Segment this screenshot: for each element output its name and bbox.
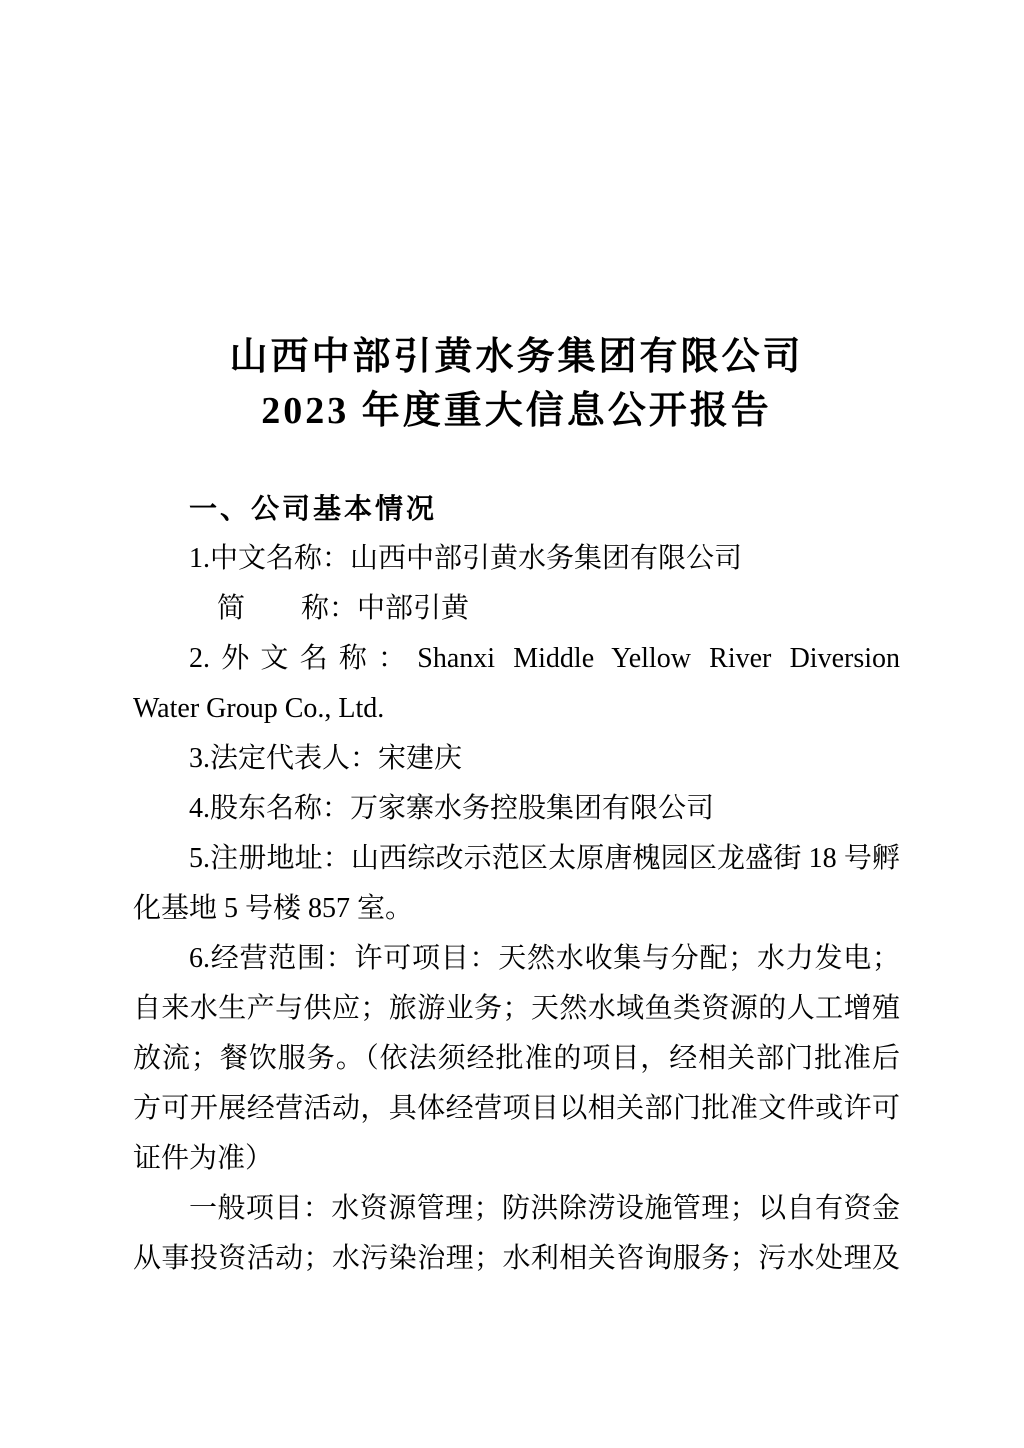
section-heading: 一、公司基本情况 bbox=[189, 493, 438, 524]
document-line: 4.股东名称：万家寨水务控股集团有限公司 bbox=[189, 793, 715, 824]
document-line: Water Group Co., Ltd. bbox=[133, 693, 385, 724]
section-body bbox=[133, 534, 900, 1284]
document-line: 放流；餐饮服务。（依法须经批准的项目，经相关部门批准后 bbox=[133, 1043, 900, 1074]
document-line: 化基地 5 号楼 857 室。 bbox=[133, 893, 414, 924]
document-line: 3.法定代表人：宋建庆 bbox=[189, 743, 463, 774]
document-line: 5.注册地址：山西综改示范区太原唐槐园区龙盛街 18 号孵 bbox=[189, 843, 900, 874]
document-line: 方可开展经营活动，具体经营项目以相关部门批准文件或许可 bbox=[133, 1093, 900, 1124]
document-line: 1.中文名称：山西中部引黄水务集团有限公司 bbox=[189, 543, 743, 574]
document-line: 2.外文名称：Shanxi Middle Yellow River Diversion bbox=[189, 643, 900, 674]
document-line: 简 称：中部引黄 bbox=[217, 593, 470, 624]
document-title-line1: 山西中部引黄水务集团有限公司 bbox=[229, 336, 804, 378]
document-line: 证件为准） bbox=[133, 1143, 274, 1174]
document-line: 一般项目：水资源管理；防洪除涝设施管理；以自有资金 bbox=[189, 1193, 900, 1224]
document-line: 从事投资活动；水污染治理；水利相关咨询服务；污水处理及 bbox=[133, 1243, 900, 1274]
document-title-line2: 2023 年度重大信息公开报告 bbox=[261, 390, 772, 432]
document-line: 自来水生产与供应；旅游业务；天然水域鱼类资源的人工增殖 bbox=[133, 993, 900, 1024]
document-line: 6.经营范围：许可项目：天然水收集与分配；水力发电； bbox=[189, 943, 900, 974]
